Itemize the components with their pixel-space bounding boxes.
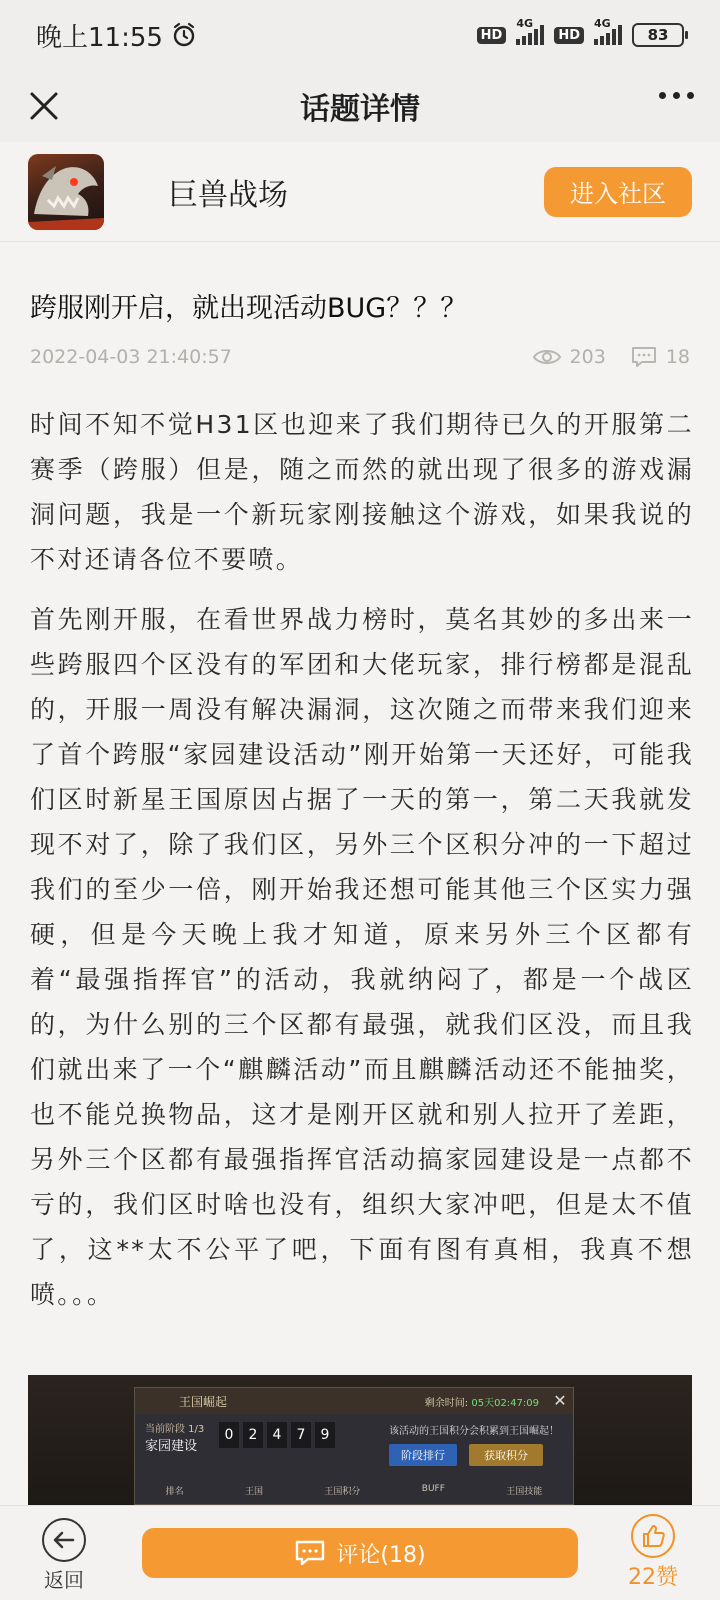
community-name[interactable]: 巨兽战场 [168,177,288,213]
post-paragraph-1: 时间不知不觉H31区也迎来了我们期待已久的开服第二赛季（跨服）但是，随之而然的就出现了很多的游戏漏洞问题，我是一个新玩家刚接触这个游戏，如果我说的不对还请各位不要喷。 [30,410,694,574]
comment-bubble-icon [630,345,658,369]
comment-label: 评论(18) [336,1542,426,1568]
post-title: 跨服刚开启，就出现活动BUG？？？ [30,293,468,324]
hd-badge-2: HD [554,27,584,44]
hd-badge-1: HD [477,27,507,44]
like-button[interactable] [618,1514,688,1591]
comments-count: 18 [665,346,690,368]
like-count: 22赞 [628,1565,678,1590]
game-timer-value: 05天02:47:09 [471,1397,539,1409]
game-panel-header [135,1388,573,1414]
views-stat [532,346,606,368]
game-panel [134,1387,574,1505]
thumbs-up-icon [631,1514,675,1558]
post-paragraph-2: 首先刚开服，在看世界战力榜时，莫名其妙的多出来一些跨服四个区没有的军团和大佬玩家，排行榜都是混乱的，开服一周没有解决漏洞，这次随之而带来我们迎来了首个跨服“家园建设活动”刚开始第一天还好，可能我们区时新星王国原因占据了一天的第一，第二天我就发现不对了，除了我们区，另外三个区积分冲的一下超过我们的至少一倍，刚开始我还想可能其他三个区实力强硬，但是今天晚上我才知道，原来另外三个区都有着“最强指挥官”的活动，我就纳闷了，都是一个战区的，为什么别的三个区都有最强，就我们区没，而且我们就出来了一个“麒麟活动”而且麒麟活动还不能抽奖，也不能兑换物品，这才是刚开区就和别人拉开了差距，另外三个区都有最强指挥官活动搞家园建设是一点都不亏的，我们区时啥也没有，组织大家冲吧，但是太不值了，这**太不公平了吧，下面有图有真相，我真不想喷。。。 [30,605,694,1309]
game-rank-button: 阶段排行 [389,1444,457,1466]
post-stats [532,345,690,369]
back-button[interactable] [36,1518,92,1593]
beast-logo-icon [28,154,104,230]
game-points-button: 获取积分 [469,1444,543,1466]
game-close-icon: ✕ [553,1391,567,1410]
close-icon[interactable] [22,84,66,128]
post-meta [30,342,690,372]
enter-community-button[interactable]: 进入社区 [544,167,692,217]
game-stage: 当前阶段 1/3 家园建设 [145,1424,205,1454]
post-image[interactable] [28,1375,692,1505]
status-icons [477,17,684,47]
comment-icon [294,1539,326,1567]
game-panel-title: 王国崛起 [179,1394,228,1409]
signal-icon-2: 4G [594,25,622,45]
status-bar [0,0,720,70]
game-score-digits: 0 2 4 7 9 [219,1422,335,1448]
back-arrow-icon [42,1518,86,1562]
post-date: 2022-04-03 21:40:57 [30,346,232,368]
alarm-icon [171,22,197,48]
game-info-text: 该活动的王国积分会积累到王国崛起！ [389,1426,559,1437]
views-count: 203 [569,346,606,368]
status-time-group [36,17,197,54]
back-label: 返回 [44,1568,84,1592]
comments-stat [630,345,690,369]
battery-icon: 83 [632,23,684,47]
game-timer: 剩余时间: 05天02:47:09 [424,1397,539,1409]
page-title: 话题详情 [300,92,420,127]
status-time: 晚上11:55 [36,22,163,53]
game-logo[interactable] [28,154,104,230]
signal-icon-1: 4G [516,25,544,45]
more-options-icon[interactable] [659,92,694,99]
comment-button[interactable] [142,1528,578,1578]
nav-bar [0,70,720,142]
bottom-action-bar [0,1505,720,1600]
community-header [0,142,720,242]
eye-icon [532,347,562,367]
game-table-header: 排名 王国 王国积分 BUFF 王国技能 [165,1484,543,1497]
